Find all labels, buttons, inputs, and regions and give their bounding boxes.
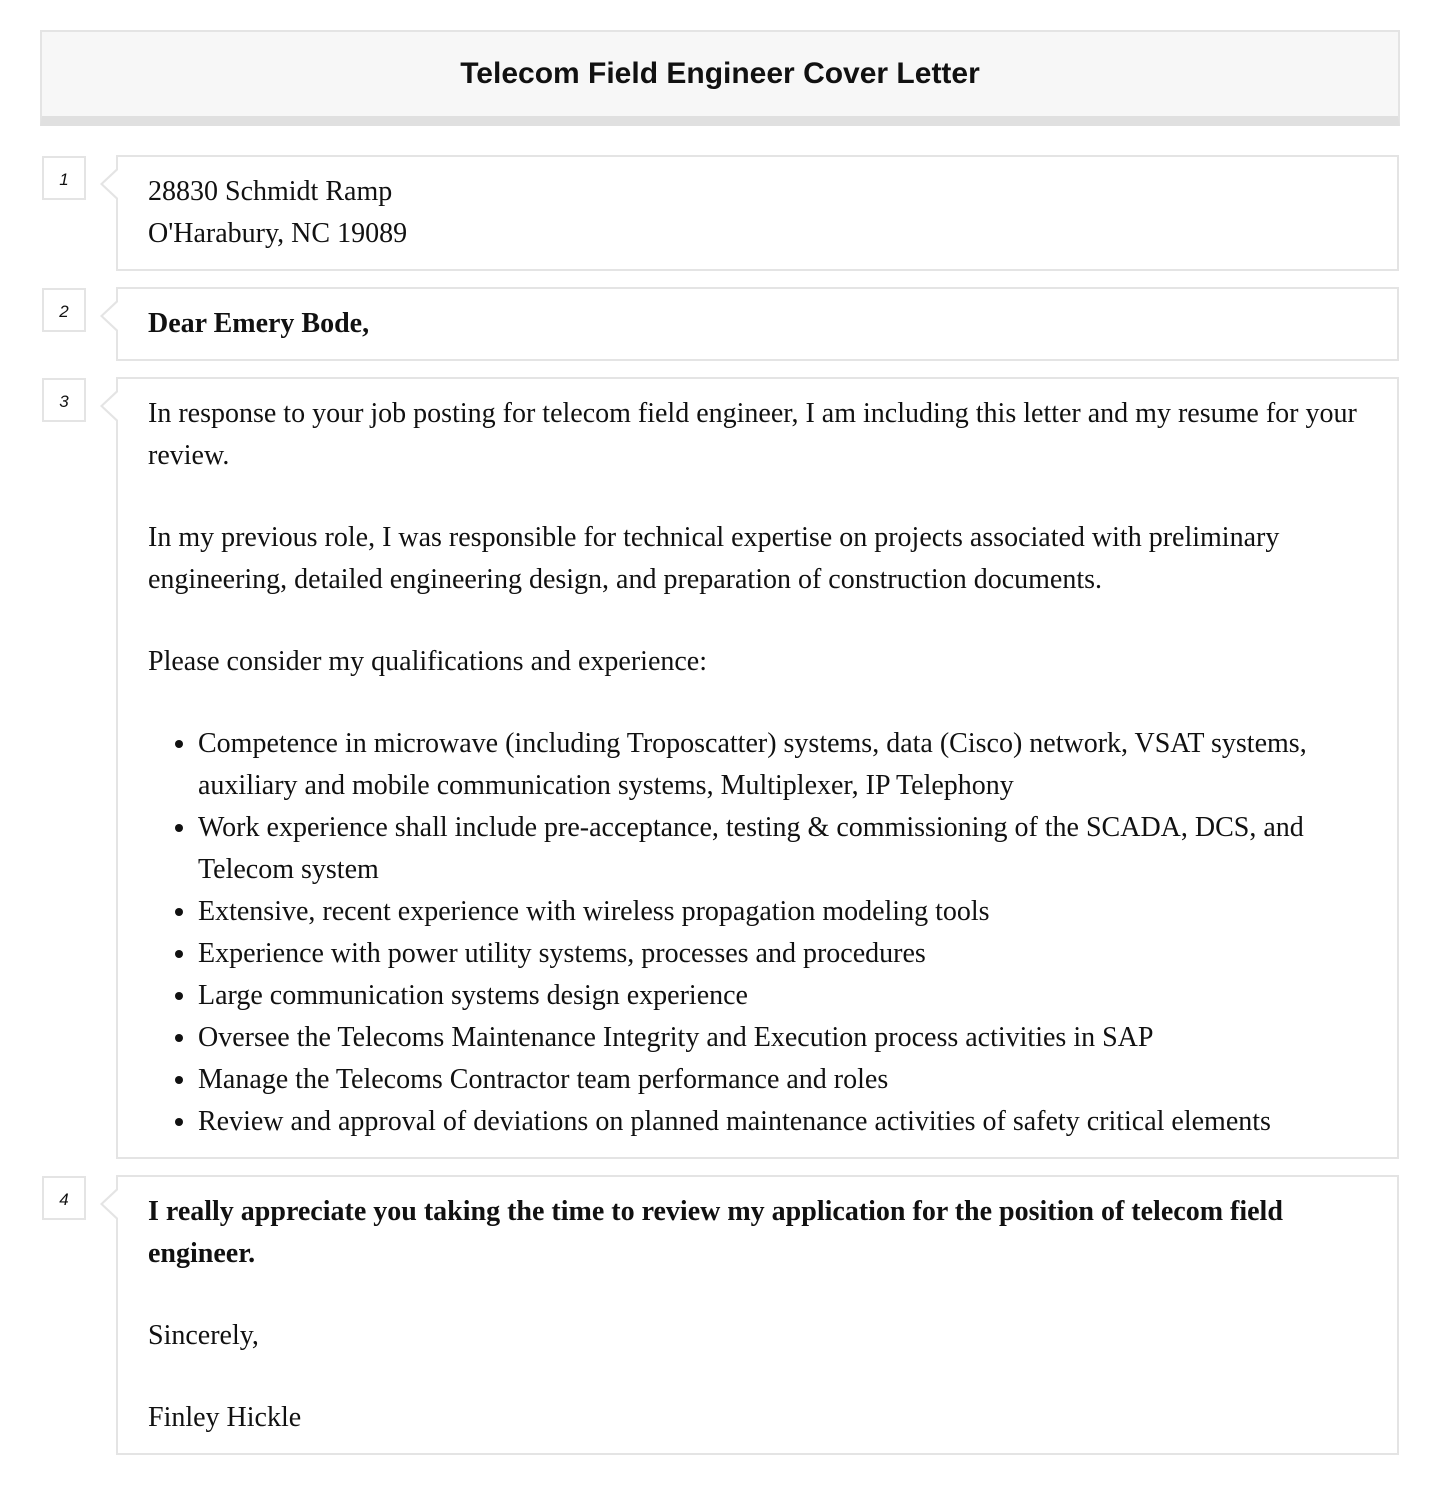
- list-item: • Competence in microwave (including Troposcatter) systems, data (Cisco) network, VSAT systems, auxiliary and mobile communication systems, Multiplexer, IP Telephony: [198, 723, 1367, 807]
- page-title: Telecom Field Engineer Cover Letter: [460, 57, 980, 90]
- address-card: [116, 155, 1399, 271]
- list-item: • Manage the Telecoms Contractor team performance and roles: [198, 1059, 1367, 1101]
- qualifications-intro: Please consider my qualifications and experience:: [148, 646, 708, 677]
- list-item: • Work experience shall include pre-acceptance, testing & commissioning of the SCADA, DCS, and Telecom system: [198, 807, 1367, 891]
- section-number: 4: [42, 1176, 86, 1220]
- list-item: • Oversee the Telecoms Maintenance Integrity and Execution process activities in SAP: [198, 1017, 1367, 1059]
- page-header: [40, 30, 1400, 126]
- list-item: • Large communication systems design experience: [198, 975, 1367, 1017]
- closing-card: [116, 1175, 1399, 1455]
- experience-paragraph: In my previous role, I was responsible for technical expertise on projects associated with preliminary engineering, detailed engineering design, and preparation of construction documents.: [148, 522, 1280, 595]
- closing-paragraph: I really appreciate you taking the time to review my application for the position of telecom field engineer.: [148, 1196, 1283, 1269]
- intro-paragraph: In response to your job posting for telecom field engineer, I am including this letter and my resume for your review.: [148, 398, 1357, 471]
- list-item: • Extensive, recent experience with wireless propagation modeling tools: [198, 891, 1367, 933]
- section-number: 2: [42, 288, 86, 332]
- signoff: Sincerely,: [148, 1320, 259, 1351]
- salutation-card: [116, 287, 1399, 361]
- salutation: Dear Emery Bode,: [148, 308, 370, 339]
- list-item: • Review and approval of deviations on planned maintenance activities of safety critical elements: [198, 1101, 1367, 1143]
- section-number: 3: [42, 378, 86, 422]
- body-card: [116, 377, 1399, 1159]
- list-item: • Experience with power utility systems, processes and procedures: [198, 933, 1367, 975]
- address-line-2: O'Harabury, NC 19089: [148, 218, 408, 249]
- signer-name: Finley Hickle: [148, 1402, 302, 1433]
- section-number: 1: [42, 156, 86, 200]
- address-line-1: 28830 Schmidt Ramp: [148, 176, 393, 207]
- qualifications-list: [148, 723, 1367, 1143]
